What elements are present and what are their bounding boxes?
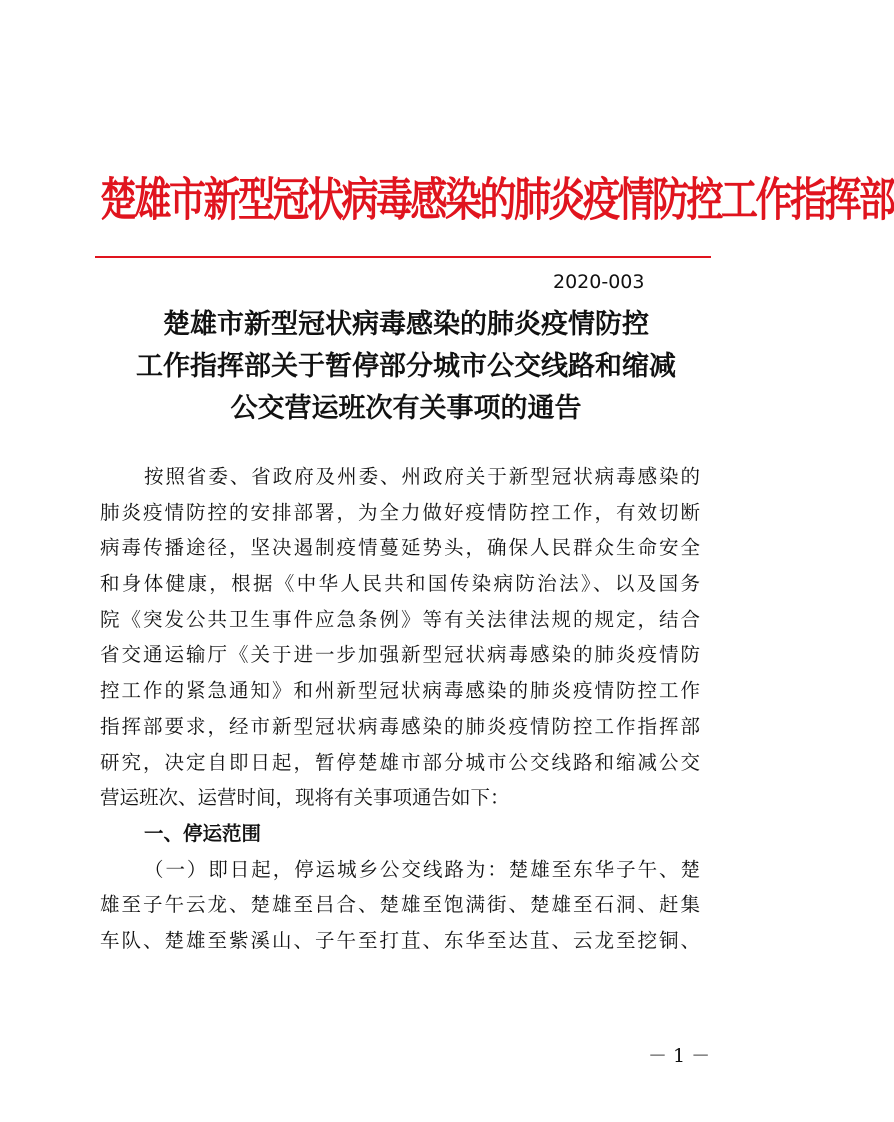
body-line: 指挥部要求，经市新型冠状病毒感染的肺炎疫情防控工作指挥部 [100,714,700,738]
document-title-line: 公交营运班次有关事项的通告 [230,393,582,424]
document-number: 2020-003 [553,271,645,293]
document-title [100,304,712,430]
body-line: 和身体健康，根据《中华人民共和国传染病防治法》、以及国务 [100,572,700,596]
body-line: 研究，决定自即日起，暂停楚雄市部分城市公交线路和缩减公交 [100,750,700,774]
section-heading: 一、停运范围 [144,821,262,845]
page-number: － 1 － [648,1045,711,1067]
body-line: 车队、楚雄至紫溪山、子午至打苴、东华至达苴、云龙至挖铜、 [100,928,700,952]
body-line: 省交通运输厅《关于进一步加强新型冠状病毒感染的肺炎疫情防 [100,643,700,667]
issuing-authority-header: 楚雄市新型冠状病毒感染的肺炎疫情防控工作指挥部 [100,171,894,227]
document-title-line: 楚雄市新型冠状病毒感染的肺炎疫情防控 [163,309,649,340]
body-line: 按照省委、省政府及州委、州政府关于新型冠状病毒感染的 [144,465,700,488]
body-line: 营运班次、运营时间，现将有关事项通告如下： [100,786,510,810]
body-line: （一）即日起，停运城乡公交线路为：楚雄至东华子午、楚 [144,857,700,881]
body-line: 控工作的紧急通知》和州新型冠状病毒感染的肺炎疫情防控工作 [100,679,700,703]
body-line: 病毒传播途径，坚决遏制疫情蔓延势头，确保人民群众生命安全 [100,536,700,560]
body-line: 院《突发公共卫生事件应急条例》等有关法律法规的规定，结合 [100,607,700,631]
body-line: 雄至子午云龙、楚雄至吕合、楚雄至饱满街、楚雄至石洞、赶集 [100,893,700,917]
document-body [100,459,700,959]
header-red-rule [95,256,711,258]
body-line: 肺炎疫情防控的安排部署，为全力做好疫情防控工作，有效切断 [100,500,700,524]
document-title-line: 工作指挥部关于暂停部分城市公交线路和缩减 [136,351,676,382]
